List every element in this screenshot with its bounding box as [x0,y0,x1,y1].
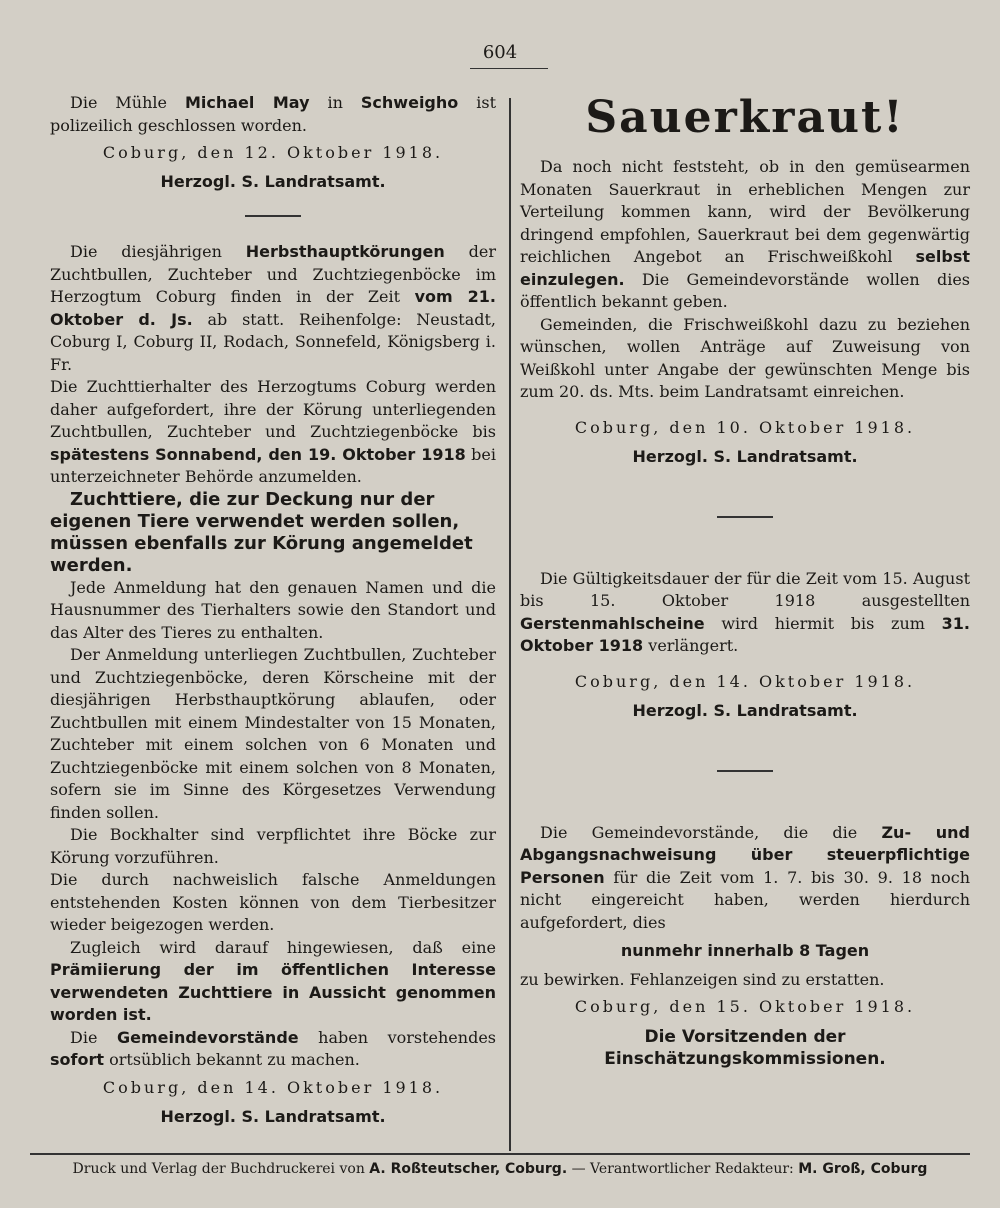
notice-date: Coburg, den 14. Oktober 1918. [102,1077,444,1097]
sauerkraut-paragraph-2: Gemeinden, die Frischweißkohl dazu zu beziehen wünschen, wollen Anträge auf Zuweisung von Weißkohl unter Angabe der gewünschten Menge bis zum 20. ds. Mts. beim Landratsamt einreichen. [520,314,970,401]
notice-signature: Herzogl. S. Landratsamt. [632,446,858,466]
notice-breeding-inspection [50,241,496,1126]
notice-date: Coburg, den 14. Oktober 1918. [574,671,916,691]
tax-paragraph-1: Die Gemeindevorstände, die die Zu- und Abgangsnachweisung über steuerpflichtige Personen für die Zeit vom 1. 7. bis 30. 9. 18 noch nicht eingereicht haben, werden hierdurch aufgefordert, dies [520,822,970,932]
notice-barley-certificates [520,568,970,720]
column-divider [509,98,511,1151]
notice-signature: Die Vorsitzenden der Einschätzungskommissionen. [604,1027,886,1069]
tax-paragraph-2: zu bewirken. Fehlanzeigen sind zu erstatten. [520,969,885,989]
breeding-paragraph-1: Die diesjährigen Herbsthauptkörungen der Zuchtbullen, Zuchteber und Zuchtziegenböcke im Herzogtum Coburg finden in der Zeit vom 21. Oktober d. Js. ab statt. Reihenfolge: Neustadt, Coburg I, Coburg II, Rodach, Sonnefeld, Königsberg i. Fr. [50,242,496,374]
mill-owner-name: Michael May [184,93,310,112]
imprint-footer: Druck und Verlag der Buchdruckerei von A. Roßteutscher, Coburg. — Verantwortlicher Redakteur: M. Groß, Coburg [72,1161,928,1177]
notice-tax-registry [520,822,970,1071]
notice-mill-closure [50,92,496,191]
breeding-paragraph-9: Die Gemeindevorstände haben vorstehendes sofort ortsüblich bekannt zu machen. [50,1027,496,1069]
breeding-paragraph-6: Die Bockhalter sind verpflichtet ihre Böcke zur Körung vorzuführen. [50,825,496,867]
notice-date: Coburg, den 12. Oktober 1918. [102,143,444,162]
breeding-paragraph-3: Zuchttiere, die zur Deckung nur der eigenen Tiere verwendet werden sollen, müssen ebenfalls zur Körung angemeldet werden. [50,488,473,576]
editor-name: M. Groß, Coburg [798,1161,928,1177]
left-column [50,92,496,1132]
right-column [520,92,970,1076]
mill-location: Schweigho [360,93,459,112]
notice-signature: Herzogl. S. Landratsamt. [160,1106,386,1126]
breeding-paragraph-5: Der Anmeldung unterliegen Zuchtbullen, Zuchteber und Zuchtziegenböcke, deren Körscheine mit der diesjährigen Herbsthauptkörung ablaufen, oder Zuchtbullen mit einem Mindestalter von 15 Monaten, Zuchteber mit einem solchen von 6 Monaten und Zuchtziegenböcke mit einem solchen von 8 Monaten, sofern sie im Sinne des Körgesetzes Verwendung finden sollen. [50,645,496,822]
mill-closure-text: Die Mühle Michael May in Schweigho ist polizeilich geschlossen worden. [50,93,497,135]
notice-signature: Herzogl. S. Landratsamt. [160,172,386,191]
sauerkraut-title: Sauerkraut! [585,92,905,143]
notice-signature: Herzogl. S. Landratsamt. [632,700,858,720]
section-divider [717,516,773,518]
notice-date: Coburg, den 15. Oktober 1918. [574,997,916,1016]
sauerkraut-paragraph-1: Da noch nicht feststeht, ob in den gemüsearmen Monaten Sauerkraut in erheblichen Mengen zur Verteilung kommen kann, wird der Bevölkerung dringend empfohlen, Sauerkraut bei dem gegenwärtig reichlichen Angebot an Frischweißkohl selbst einzulegen. Die Gemeindevorstände wollen dies öffentlich bekannt geben. [520,157,970,311]
section-divider [717,770,773,772]
breeding-paragraph-4: Jede Anmeldung hat den genauen Namen und die Hausnummer des Tierhalters sowie den Standort und das Alter des Tieres zu enthalten. [50,577,496,642]
publisher-name: A. Roßteutscher, Coburg. [369,1161,568,1177]
notice-date: Coburg, den 10. Oktober 1918. [574,417,916,437]
tax-deadline: nunmehr innerhalb 8 Tagen [620,941,870,960]
barley-paragraph: Die Gültigkeitsdauer der für die Zeit vom 15. August bis 15. Oktober 1918 ausgestellten Gerstenmahlscheine wird hiermit bis zum 31. Oktober 1918 verlängert. [520,568,970,655]
notice-sauerkraut [520,92,970,466]
breeding-paragraph-8: Zugleich wird darauf hingewiesen, daß eine Prämiierung der im öffentlichen Interesse verwendeten Zuchttiere in Aussicht genommen worden ist. [50,937,496,1024]
page-number: 604 [482,42,518,63]
breeding-paragraph-7: Die durch nachweislich falsche Anmeldungen entstehenden Kosten können von dem Tierbesitzer wieder beigezogen werden. [50,870,496,934]
breeding-paragraph-2: Die Zuchttierhalter des Herzogtums Coburg werden daher aufgefordert, ihre der Körung unterliegenden Zuchtbullen, Zuchteber und Zuchtziegenböcke bis spätestens Sonnabend, den 19. Oktober 1918 bei unterzeichneter Behörde anzumelden. [50,377,497,486]
page-number-rule [470,68,548,69]
footer-rule [30,1153,970,1155]
section-divider [245,215,301,217]
